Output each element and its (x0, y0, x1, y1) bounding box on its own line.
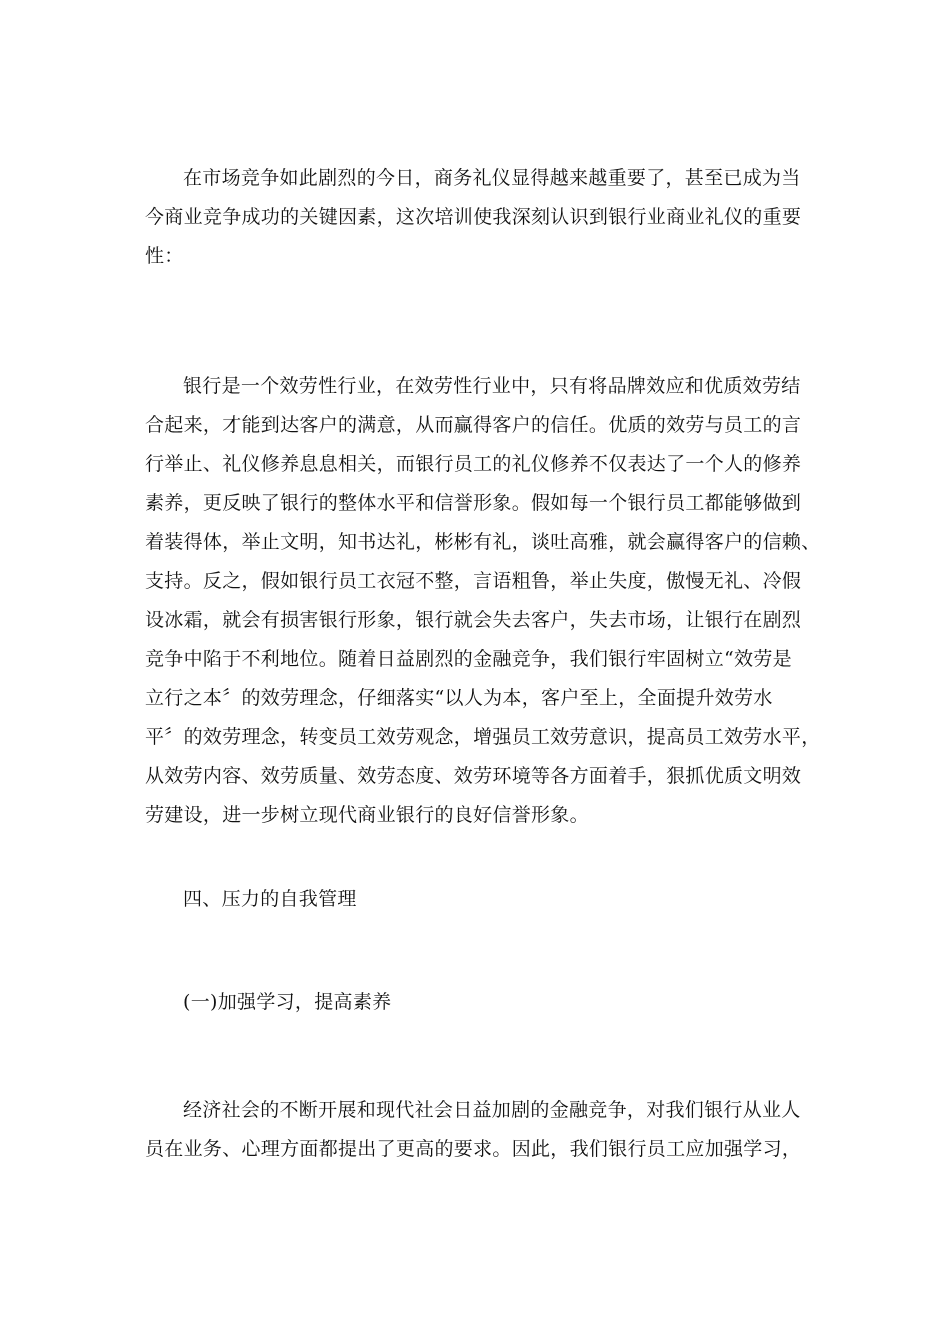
text-line: 竞争中陷于不利地位。随着日益剧烈的金融竞争，我们银行牢固树立“效劳是 (145, 648, 792, 670)
section-heading: 四、压力的自我管理 (183, 888, 357, 910)
text-line: 劳建设，进一步树立现代商业银行的良好信誉形象。 (145, 804, 589, 826)
text-line: 员在业务、心理方面都提出了更高的要求。因此，我们银行员工应加强学习， (145, 1138, 802, 1160)
text-line: 银行是一个效劳性行业，在效劳性行业中，只有将品牌效应和优质效劳结 (183, 375, 801, 397)
text-line: 从效劳内容、效劳质量、效劳态度、效劳环境等各方面着手，狠抓优质文明效 (145, 765, 802, 787)
text-line: 设冰霜，就会有损害银行形象，银行就会失去客户，失去市场，让银行在剧烈 (145, 609, 802, 631)
text-line: 性： (145, 245, 184, 267)
text-line: 支持。反之，假如银行员工衣冠不整，言语粗鲁，举止失度，傲慢无礼、冷假 (145, 570, 802, 592)
text-line: 经济社会的不断开展和现代社会日益加剧的金融竞争，对我们银行从业人 (183, 1099, 801, 1121)
text-line: 合起来，才能到达客户的满意，从而赢得客户的信任。优质的效劳与员工的言 (145, 414, 802, 436)
subsection-heading: (一)加强学习，提高素养 (183, 991, 392, 1013)
text-line: 立行之本〞的效劳理念，仔细落实“以人为本，客户至上，全面提升效劳水 (145, 687, 773, 709)
text-line: 今商业竞争成功的关键因素，这次培训使我深刻认识到银行业商业礼仪的重要 (145, 206, 802, 228)
text-line: 着装得体，举止文明，知书达礼，彬彬有礼，谈吐高雅，就会赢得客户的信赖、 (145, 531, 821, 553)
text-line: 素养，更反映了银行的整体水平和信誉形象。假如每一个银行员工都能够做到 (145, 492, 802, 514)
text-line: 行举止、礼仪修养息息相关，而银行员工的礼仪修养不仅表达了一个人的修养 (145, 453, 802, 475)
text-line: 平〞的效劳理念，转变员工效劳观念，增强员工效劳意识，提高员工效劳水平， (145, 726, 821, 748)
text-line: 在市场竞争如此剧烈的今日，商务礼仪显得越来越重要了，甚至已成为当 (183, 167, 801, 189)
